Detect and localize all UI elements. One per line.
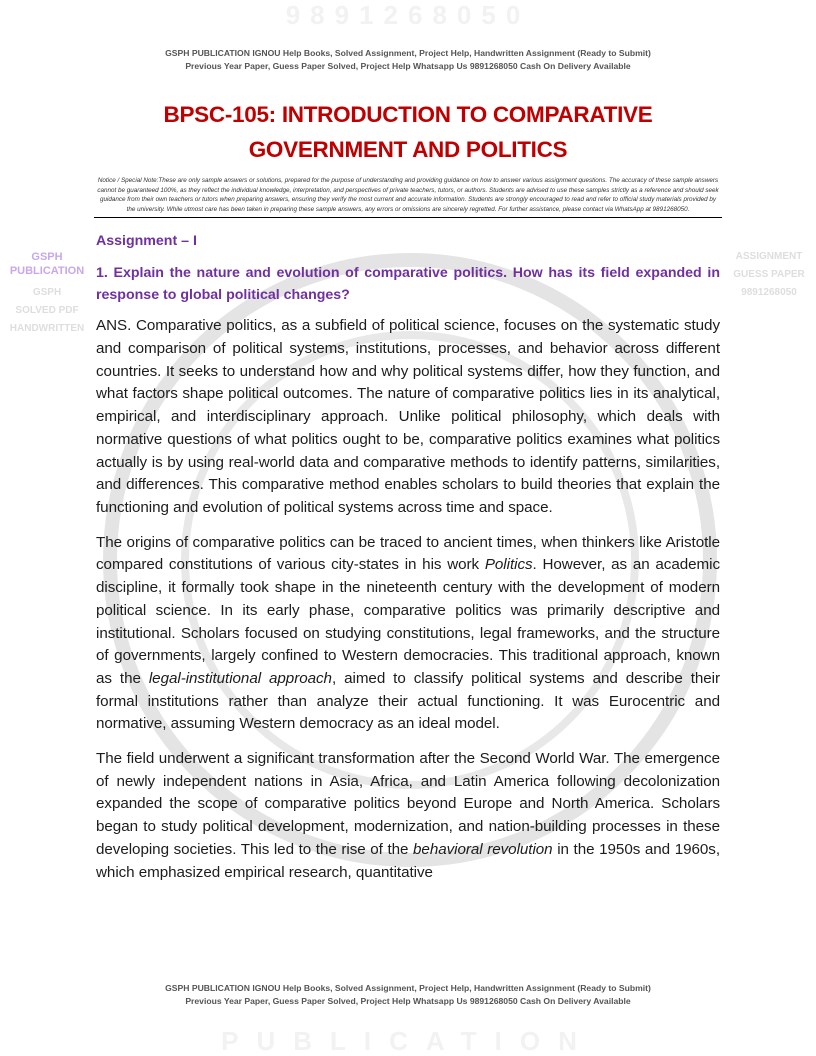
assignment-heading: Assignment – I [96,233,197,250]
watermark-side-left [4,250,90,340]
answer-paragraph-2 [96,532,720,736]
paragraph-3-text-b: in the 1950s and 1960s, which emphasized empirical research, quantitative [96,840,720,881]
watermark-center-line: ASSIGNMENT [735,251,803,262]
footer-line-1: GSPH PUBLICATION IGNOU Help Books, Solved Assignment, Project Help, Handwritten Assignment (Ready to Submit) [165,983,651,993]
page-footer [0,982,816,1008]
answer-paragraph-3 [96,748,720,884]
title-line-2: GOVERNMENT AND POLITICS [248,137,568,162]
watermark-center-line: SOLVED PDF [15,305,79,316]
watermark-center-line: GSPH [32,287,62,298]
document-title [96,97,720,167]
watermark-center-line: GUESS PAPER [733,269,805,280]
watermark-center-line: 9891268050 [741,287,797,298]
question-heading: 1. Explain the nature and evolution of comparative politics. How has its field expanded in response to global political changes? [96,265,720,304]
disclaimer-notice: Notice / Special Note:These are only sample answers or solutions, prepared for the purpose of understanding and providing guidance on how to answer various assignment questions. The accuracy of these sample answers cannot be guaranteed 100%, as they reflect the individual knowledge, interpretation, and perspectives of private teachers, tutors, or authors. Students are advised to use these samples strictly as a reference and should seek guidance from their own teachers or tutors when preparing answers, ensuring they verify the most current and accurate information. Students are strongly encouraged to read and refer to official study materials provided by the university. While utmost care has been taken in preparing these sample answers, any errors or omissions are sincerely regretted. For further assistance, please contact via WhatsApp at 9891268050. [97,177,719,213]
page-header [0,47,816,73]
paragraph-3-text-a: The field underwent a significant transformation after the Second World War. The emergence of newly independent nations in Asia, Africa, and Latin America following decolonization expanded the scope of comparative politics beyond Europe and North America. Scholars began to study political development, modernization, and nation-building processes in these developing societies. This led to the rise of the [96,750,720,858]
italic-term-politics: Politics [484,556,533,574]
watermark-top-edge-text: 9891268050 [285,0,531,30]
watermark-bottom-edge-text: PUBLICATION [221,1026,595,1056]
paragraph-2-text-b: . However, as an academic discipline, it formally took shape in the nineteenth century with the development of modern political science. In its early phase, comparative politics was primarily descriptive and institutional. Scholars focused on studying constitutions, legal frameworks, and the structure of governments, largely confined to Western democracies. This traditional approach, known as the [96,556,720,687]
document-body [96,97,720,884]
paragraph-2-text-c: , aimed to classify political systems and describe their formal institutions rather than analyze their actual functioning. It was Eurocentric and normative, assuming Western democracy as an ideal model. [96,669,721,733]
footer-line-2: Previous Year Paper, Guess Paper Solved, Project Help Whatsapp Us 9891268050 Cash On Delivery Available [185,996,631,1006]
watermark-center-line: HANDWRITTEN [9,323,85,334]
italic-term-behavioral-revolution: behavioral revolution [413,840,553,858]
paragraph-2-text-a: The origins of comparative politics can be traced to ancient times, when thinkers like Aristotle compared constitutions of various city-states in his work [96,533,720,574]
header-line-2: Previous Year Paper, Guess Paper Solved, Project Help Whatsapp Us 9891268050 Cash On Delivery Available [185,61,631,71]
header-line-1: GSPH PUBLICATION IGNOU Help Books, Solved Assignment, Project Help, Handwritten Assignment (Ready to Submit) [165,48,651,58]
horizontal-divider [94,217,722,218]
watermark-side-right [726,250,812,304]
answer-paragraph-1: ANS. Comparative politics, as a subfield of political science, focuses on the systematic study and comparison of political systems, institutions, processes, and behavior across different countries. It seeks to understand how and why political systems differ, how they function, and what factors shape political outcomes. The nature of comparative politics lies in its analytical, empirical, and interdisciplinary approach. Unlike political philosophy, which deals with normative questions of what politics ought to be, comparative politics examines what politics actually is by using real-world data and comparative methods to identify patterns, similarities, and differences. This comparative method enables scholars to build theories that explain the functioning and evolution of political systems across time and space. [96,317,720,516]
title-line-1: BPSC-105: INTRODUCTION TO COMPARATIVE [163,102,653,127]
watermark-ring-text: GSPH PUBLICATION [9,251,85,277]
italic-term-legal-institutional: legal-institutional approach [148,669,332,687]
